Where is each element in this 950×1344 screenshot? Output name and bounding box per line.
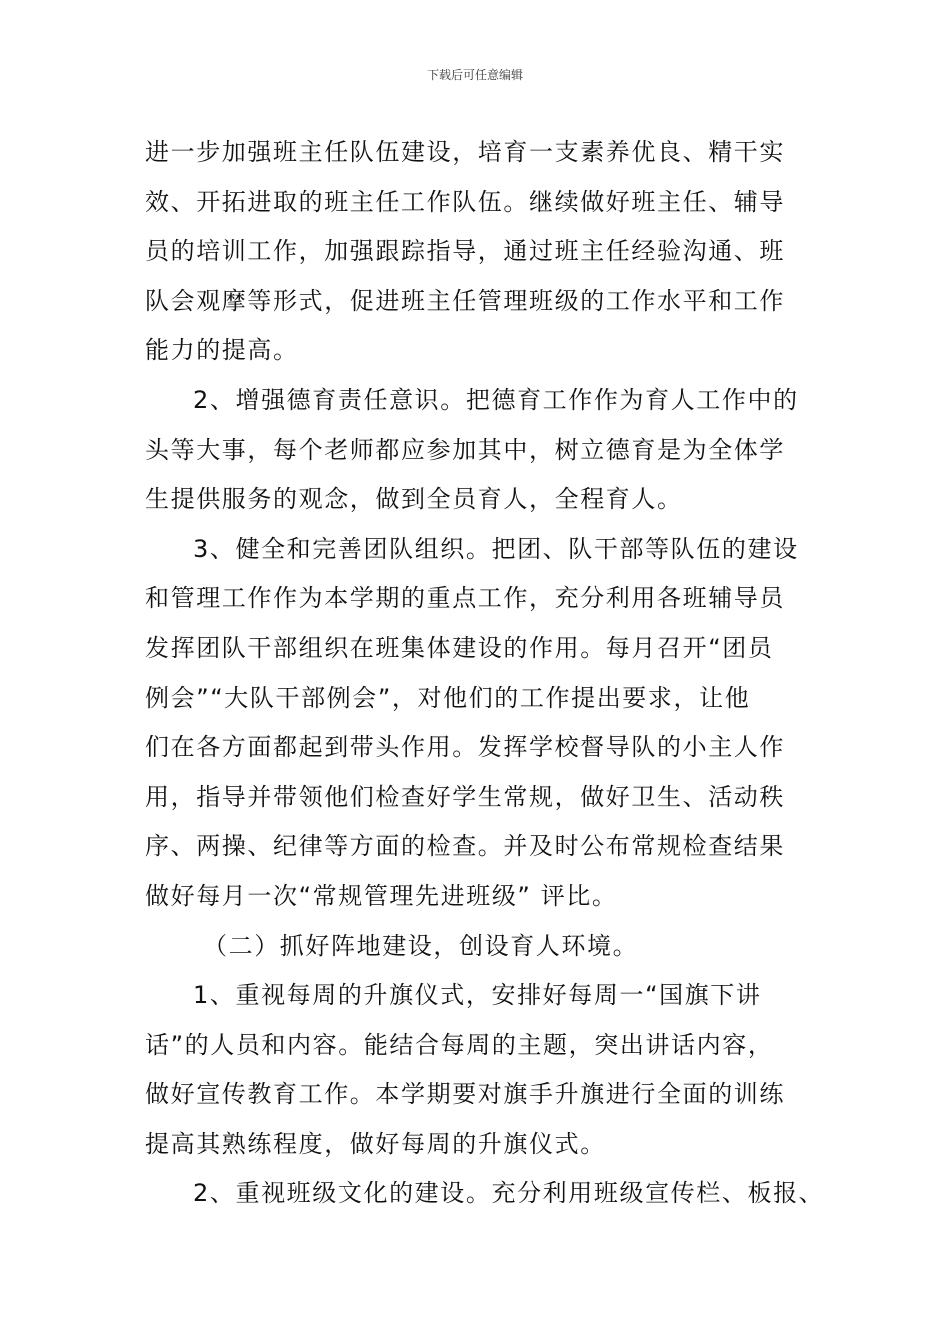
text-line: 发挥团队干部组织在班集体建设的作用。每月召开“团员 (145, 633, 774, 662)
paragraph-start: 2、增强德育责任意识。把德育工作作为育人工作中的 (193, 385, 799, 414)
section-heading: （二）抓好阵地建设，创设育人环境。 (203, 931, 639, 960)
text-line: 提高其熟练程度，做好每周的升旗仪式。 (145, 1129, 606, 1158)
text-line: 生提供服务的观念，做到全员育人，全程育人。 (145, 485, 683, 514)
text-line: 进一步加强班主任队伍建设，培育一支素养优良、精干实 (145, 138, 785, 166)
text-line: 头等大事，每个老师都应参加其中，树立德育是为全体学 (145, 435, 785, 464)
paragraph-start: 2、重视班级文化的建设。充分利用班级宣传栏、板报、 (193, 1179, 825, 1208)
text-line: 员的培训工作，加强跟踪指导，通过班主任经验沟通、班 (145, 237, 785, 266)
text-line: 和管理工作作为本学期的重点工作，充分利用各班辅导员 (145, 584, 785, 613)
text-line: 例会”“大队干部例会”，对他们的工作提出要求，让他 (145, 683, 751, 712)
text-line: 能力的提高。 (145, 336, 299, 365)
text-line: 用，指导并带领他们检查好学生常规，做好卫生、活动秩 (145, 782, 785, 811)
paragraph-start: 3、健全和完善团队组织。把团、队干部等队伍的建设 (193, 534, 799, 563)
paragraph-start: 1、重视每周的升旗仪式，安排好每周一“国旗下讲 (193, 981, 762, 1010)
text-line: 序、两操、纪律等方面的检查。并及时公布常规检查结果 (145, 832, 785, 861)
text-line: 做好每月一次“常规管理先进班级” 评比。 (145, 881, 618, 910)
body-text (145, 128, 835, 1219)
text-line: 们在各方面都起到带头作用。发挥学校督导队的小主人作 (145, 733, 785, 762)
page-header: 下载后可任意编辑 (426, 68, 523, 82)
text-line: 效、开拓进取的班主任工作队伍。继续做好班主任、辅导 (145, 187, 785, 216)
text-line: 做好宣传教育工作。本学期要对旗手升旗进行全面的训练 (145, 1080, 785, 1109)
text-line: 话”的人员和内容。能结合每周的主题，突出讲话内容， (145, 1030, 774, 1059)
text-line: 队会观摩等形式，促进班主任管理班级的工作水平和工作 (145, 286, 785, 315)
